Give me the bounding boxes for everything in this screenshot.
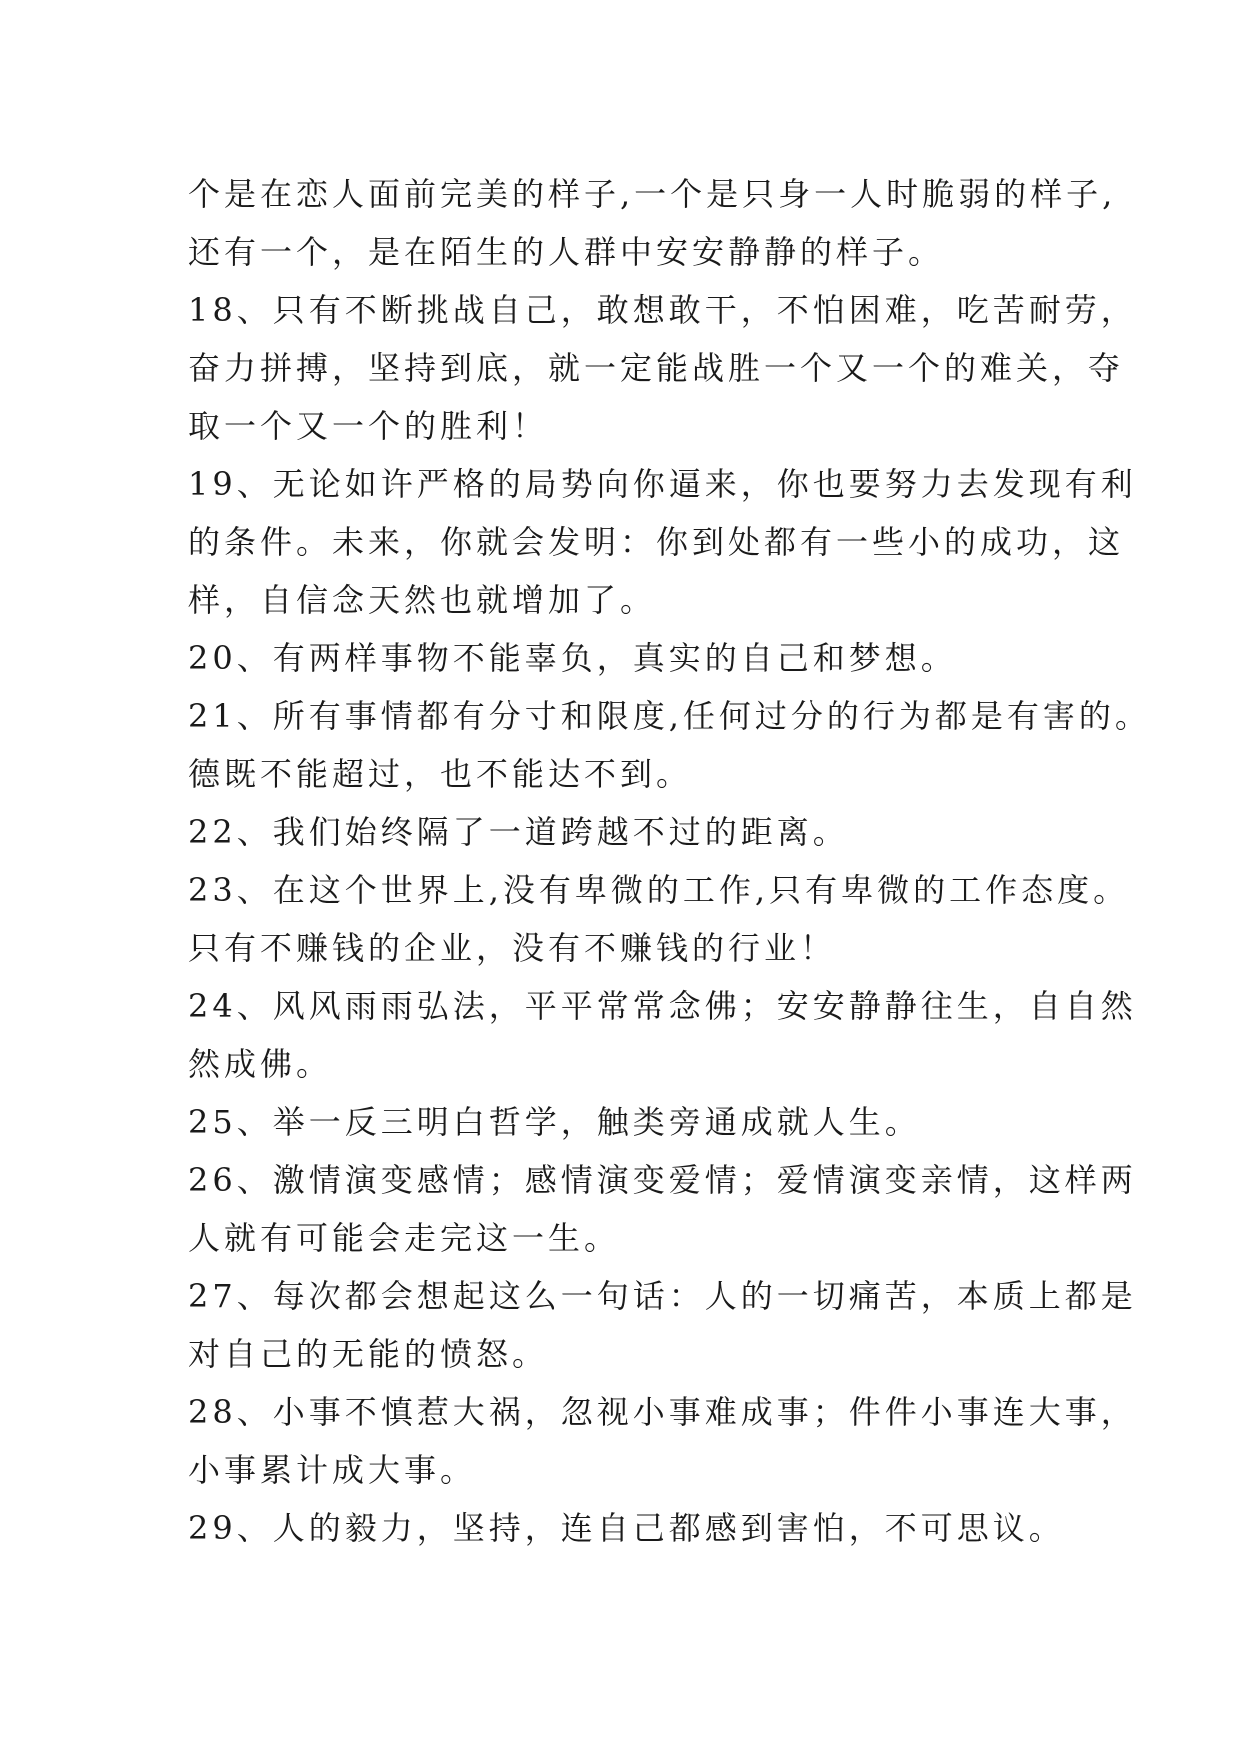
document-body <box>188 165 1151 1557</box>
text-line: 27、每次都会想起这么一句话：人的一切痛苦，本质上都是 <box>188 1277 1137 1315</box>
text-line: 然成佛。 <box>188 1045 333 1083</box>
text-line: 取一个又一个的胜利！ <box>188 407 549 445</box>
text-line: 小事累计成大事。 <box>188 1451 477 1489</box>
text-line: 18、只有不断挑战自己，敢想敢干，不怕困难，吃苦耐劳， <box>188 291 1137 329</box>
text-line: 德既不能超过，也不能达不到。 <box>188 755 693 793</box>
text-line: 20、有两样事物不能辜负，真实的自己和梦想。 <box>188 639 957 677</box>
text-line: 奋力拼搏，坚持到底，就一定能战胜一个又一个的难关，夺 <box>188 349 1125 387</box>
text-line: 28、小事不慎惹大祸，忽视小事难成事；件件小事连大事， <box>188 1393 1137 1431</box>
text-line: 样，自信念天然也就增加了。 <box>188 581 657 619</box>
text-line: 的条件。未来，你就会发明：你到处都有一些小的成功，这 <box>188 523 1125 561</box>
text-line: 26、激情演变感情；感情演变爱情；爱情演变亲情，这样两 <box>188 1161 1137 1199</box>
text-line: 还有一个，是在陌生的人群中安安静静的样子。 <box>188 233 945 271</box>
text-line: 29、人的毅力，坚持，连自己都感到害怕，不可思议。 <box>188 1509 1065 1547</box>
text-line: 19、无论如许严格的局势向你逼来，你也要努力去发现有利 <box>188 465 1137 503</box>
text-line: 23、在这个世界上,没有卑微的工作,只有卑微的工作态度。 <box>188 871 1130 909</box>
text-line: 人就有可能会走完这一生。 <box>188 1219 621 1257</box>
text-line: 只有不赚钱的企业，没有不赚钱的行业！ <box>188 929 837 967</box>
text-line: 24、风风雨雨弘法，平平常常念佛；安安静静往生，自自然 <box>188 987 1137 1025</box>
text-line: 25、举一反三明白哲学，触类旁通成就人生。 <box>188 1103 921 1141</box>
text-line: 21、所有事情都有分寸和限度,任何过分的行为都是有害的。 <box>188 697 1151 735</box>
text-line: 22、我们始终隔了一道跨越不过的距离。 <box>188 813 849 851</box>
text-line: 个是在恋人面前完美的样子,一个是只身一人时脆弱的样子, <box>188 175 1117 213</box>
text-line: 对自己的无能的愤怒。 <box>188 1335 549 1373</box>
